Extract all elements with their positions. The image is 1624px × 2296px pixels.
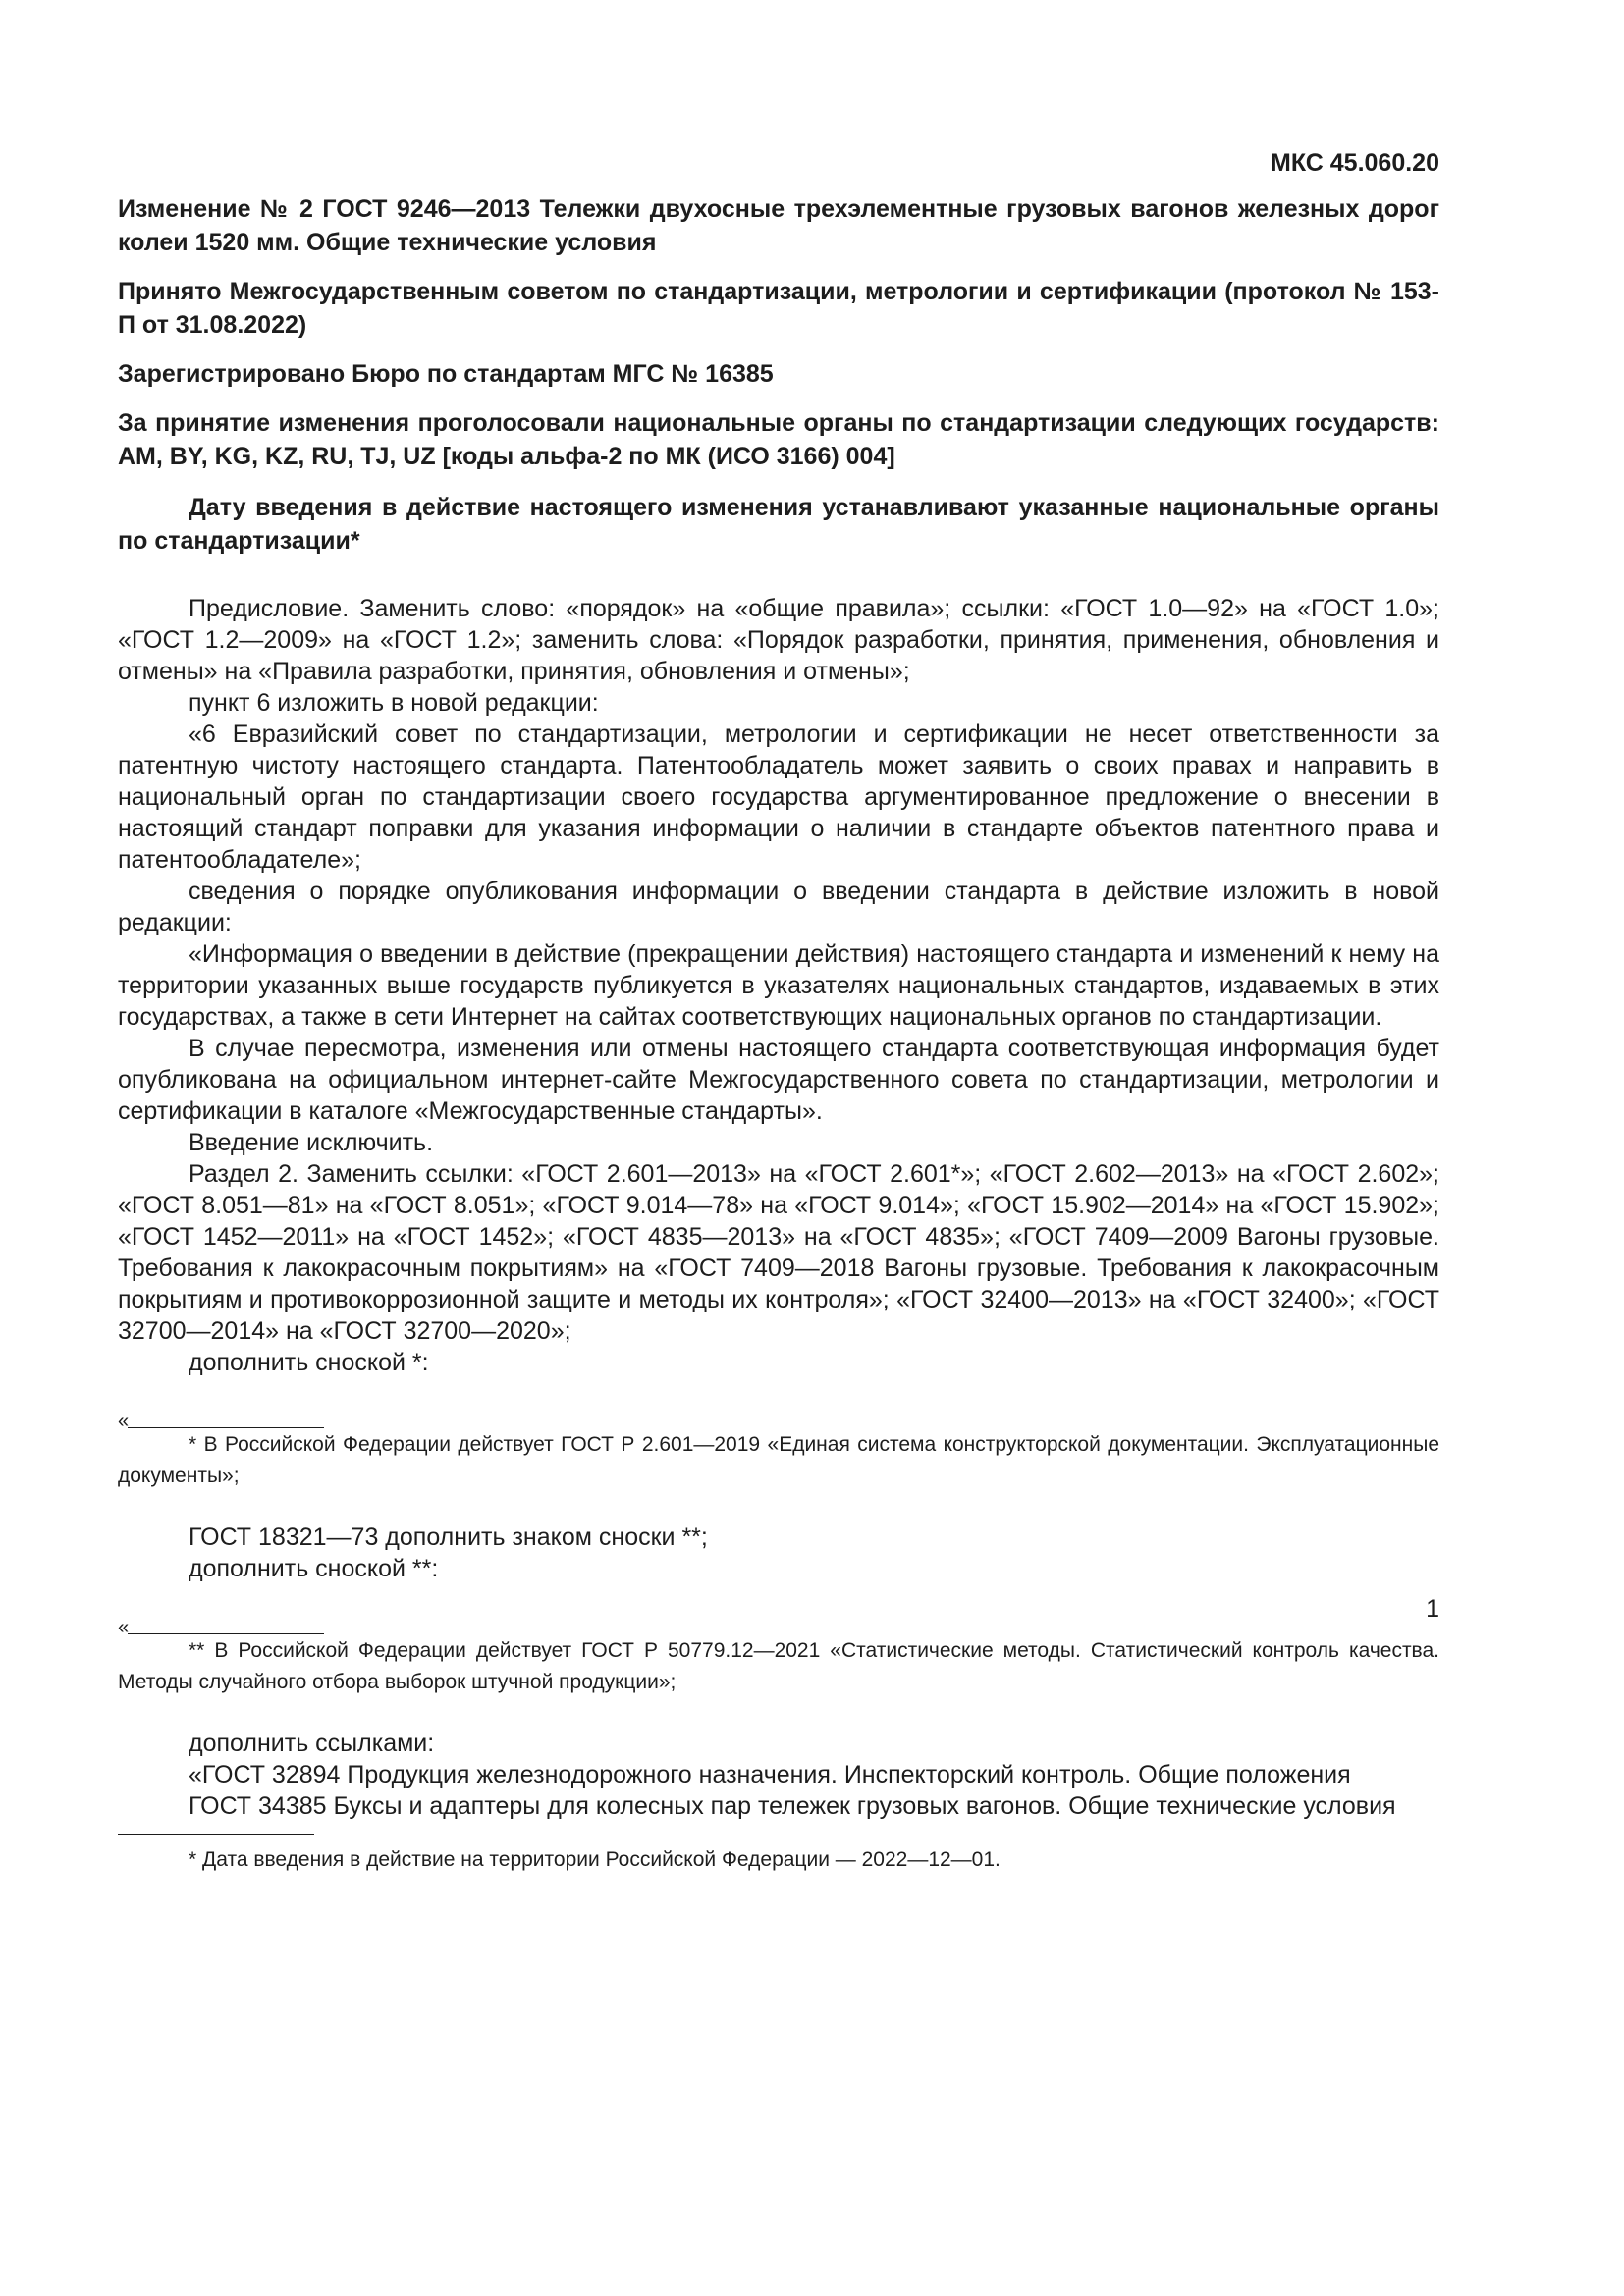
paragraph: дополнить сноской *: bbox=[189, 1349, 429, 1376]
footnote-separator bbox=[118, 1408, 1439, 1432]
paragraph: дополнить сноской **: bbox=[189, 1555, 439, 1582]
paragraph: сведения о порядке опубликования информации о введении стандарта в действие изложить в новой редакции: bbox=[118, 878, 1439, 936]
quote-mark: « bbox=[118, 1617, 130, 1638]
page-number: 1 bbox=[1426, 1595, 1439, 1623]
paragraph: В случае пересмотра, изменения или отмены настоящего стандарта соответствующая информация будет опубликована на официальном интернет-сайте Межгосударственного совета по стандартизации, метрологии и сертификации в каталоге «Межгосударственные стандарты». bbox=[118, 1035, 1439, 1125]
amendment-body bbox=[118, 593, 1439, 1876]
inserted-footnote: ** В Российской Федерации действует ГОСТ Р 50779.12—2021 «Статистические методы. Статистический контроль качества. Методы случайного отбора выборок штучной продукции»; bbox=[118, 1639, 1439, 1693]
separator-rule bbox=[128, 1427, 324, 1428]
adopted-statement: Принято Межгосударственным советом по стандартизации, метрологии и сертификации (протокол № 153-П от 31.08.2022) bbox=[118, 278, 1439, 339]
paragraph: Введение исключить. bbox=[189, 1129, 434, 1156]
voting-statement: За принятие изменения проголосовали национальные органы по стандартизации следующих государств: AM, BY, KG, KZ, RU, TJ, UZ [коды альфа-2 по МК (ИСО 3166) 004] bbox=[118, 409, 1439, 470]
registration-statement: Зарегистрировано Бюро по стандартам МГС № 16385 bbox=[118, 360, 774, 388]
paragraph: пункт 6 изложить в новой редакции: bbox=[189, 689, 599, 717]
inserted-footnote: * В Российской Федерации действует ГОСТ Р 2.601—2019 «Единая система конструкторской документации. Эксплуатационные документы»; bbox=[118, 1433, 1439, 1487]
paragraph: «Информация о введении в действие (прекращении действия) настоящего стандарта и изменений к нему на территории указанных выше государств публикуется в указателях национальных стандартов, издаваемых в этих государствах, а также в сети Интернет на сайтах соответствующих национальных органов по стандартизации. bbox=[118, 940, 1439, 1031]
paragraph: дополнить ссылками: bbox=[189, 1730, 435, 1757]
footnote-separator bbox=[118, 1614, 1439, 1638]
paragraph: «ГОСТ 32894 Продукция железнодорожного назначения. Инспекторский контроль. Общие положения bbox=[189, 1761, 1351, 1789]
amendment-title: Изменение № 2 ГОСТ 9246—2013 Тележки двухосные трехэлементные грузовых вагонов железных дорог колеи 1520 мм. Общие технические условия bbox=[118, 195, 1439, 256]
page-footnote-rule bbox=[118, 1834, 314, 1835]
effective-date-statement: Дату введения в действие настоящего изменения устанавливают указанные национальные органы по стандартизации* bbox=[118, 494, 1439, 555]
paragraph: ГОСТ 18321—73 дополнить знаком сноски **; bbox=[189, 1523, 708, 1551]
separator-rule bbox=[128, 1633, 324, 1634]
quote-mark: « bbox=[118, 1411, 130, 1432]
page-footnote: * Дата введения в действие на территории Российской Федерации — 2022—12—01. bbox=[189, 1848, 1001, 1871]
paragraph: ГОСТ 34385 Буксы и адаптеры для колесных пар тележек грузовых вагонов. Общие технические условия bbox=[189, 1792, 1396, 1820]
paragraph-foreword: Предисловие. Заменить слово: «порядок» на «общие правила»; ссылки: «ГОСТ 1.0—92» на «ГОСТ 1.0»; «ГОСТ 1.2—2009» на «ГОСТ 1.2»; заменить слова: «Порядок разработки, принятия, применения, обновления и отмены» на «Правила разработки, принятия, обновления и отмены»; bbox=[118, 595, 1439, 685]
mks-code: МКС 45.060.20 bbox=[1271, 149, 1439, 177]
paragraph: «6 Евразийский совет по стандартизации, метрологии и сертификации не несет ответственности за патентную чистоту настоящего стандарта. Патентообладатель может заявить о своих правах и направить в национальный орган по стандартизации своего государства аргументированное предложение о внесении в настоящий стандарт поправки для указания информации о наличии в стандарте объектов патентного права и патентообладателе»; bbox=[118, 721, 1439, 874]
paragraph-section-2: Раздел 2. Заменить ссылки: «ГОСТ 2.601—2013» на «ГОСТ 2.601*»; «ГОСТ 2.602—2013» на «ГОСТ 2.602»; «ГОСТ 8.051—81» на «ГОСТ 8.051»; «ГОСТ 9.014—78» на «ГОСТ 9.014»; «ГОСТ 15.902—2014» на «ГОСТ 15.902»; «ГОСТ 1452—2011» на «ГОСТ 1452»; «ГОСТ 4835—2013» на «ГОСТ 4835»; «ГОСТ 7409—2009 Вагоны грузовые. Требования к лакокрасочным покрытиям» на «ГОСТ 7409—2018 Вагоны грузовые. Требования к лакокрасочным покрытиям и противокоррозионной защите и методы их контроля»; «ГОСТ 32400—2013» на «ГОСТ 32400»; «ГОСТ 32700—2014» на «ГОСТ 32700—2020»; bbox=[118, 1160, 1439, 1345]
